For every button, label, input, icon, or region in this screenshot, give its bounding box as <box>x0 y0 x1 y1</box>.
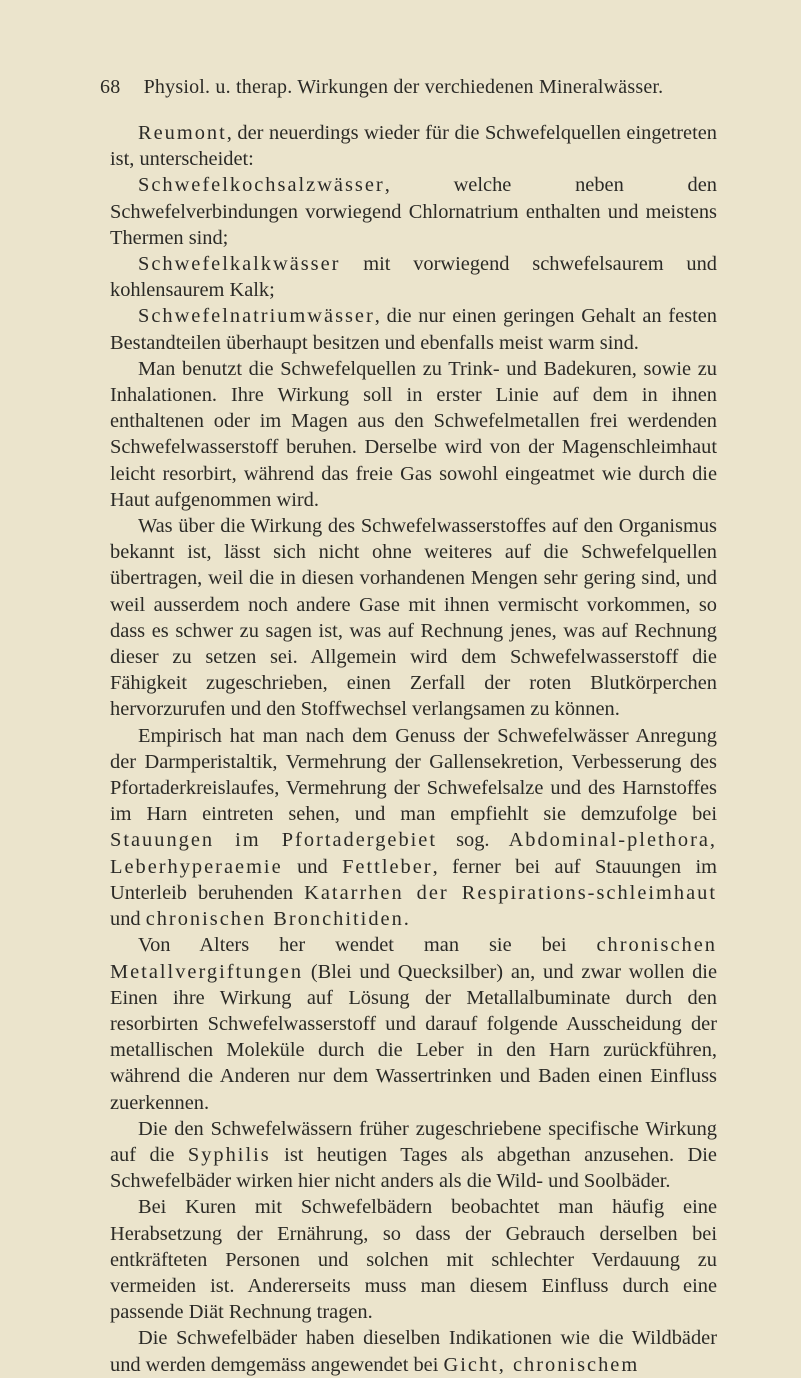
paragraph-text: , der neuerdings wieder für die Schwefelquellen eingetreten ist, unterscheidet: <box>110 122 717 171</box>
spaced-term: Katarrhen der Respirations-schleimhaut <box>304 881 717 904</box>
spaced-term: chronischen Bronchitiden <box>145 908 404 931</box>
paragraph <box>110 513 717 723</box>
spaced-term: Schwefelnatriumwässer <box>138 305 375 328</box>
paragraph-text: , welche neben den Schwefelverbindungen vorwiegend Chlornatrium enthalten und meistens Thermen sind; <box>110 174 717 249</box>
paragraph-text: und <box>110 908 146 931</box>
paragraph-text: mit vorwiegend schwefelsaurem und kohlensaurem Kalk; <box>110 253 717 302</box>
paragraph <box>110 723 717 933</box>
paragraph-text: Die Schwefelbäder haben dieselben Indikationen wie die Wildbäder und werden demgemäss angewendet bei <box>110 1327 717 1376</box>
paragraph-text: und <box>282 855 343 878</box>
spaced-term: Fettleber <box>342 855 433 878</box>
paragraph-text: Man benutzt die Schwefelquellen zu Trink- und Badekuren, sowie zu Inhalationen. Ihre Wirkung soll in erster Linie auf dem in ihnen enthaltenen oder im Magen aus den Schwefelmetallen frei werdenden Schwefelwasserstoff beruhen. Derselbe wird von der Magenschleimhaut leicht resorbirt, während das freie Gas sowohl eingeatmet wie durch die Haut aufgenommen wird. <box>110 357 717 511</box>
paragraph <box>110 1116 717 1195</box>
paragraph-text: Empirisch hat man nach dem Genuss der Schwefelwässer Anregung der Darmperistaltik, Vermehrung der Gallensekretion, Verbesserung des Pfortaderkreislaufes, Vermehrung der Schwefelsalze und des Harnstoffes im Harn eintreten sehen, und man empfiehlt sie demzufolge bei <box>110 724 717 826</box>
paragraph-text: Was über die Wirkung des Schwefelwasserstoffes auf den Organismus bekannt ist, lässt sich nicht ohne weiteres auf die Schwefelquellen übertragen, weil die in diesen vorhandenen Mengen sehr gering sind, und weil ausserdem noch andere Gase mit ihnen vermischt vorkommen, so dass es schwer zu sagen ist, was auf Rechnung jenes, was auf Rechnung dieser zu setzen sei. Allgemein wird dem Schwefelwasserstoff die Fähigkeit zugeschrieben, einen Zerfall der roten Blutkörperchen hervorzurufen und den Stoffwechsel verlangsamen zu können. <box>110 515 717 721</box>
spaced-term: Stauungen im Pfortadergebiet <box>110 829 438 852</box>
running-header <box>100 76 711 99</box>
page-number: 68 <box>100 76 121 98</box>
paragraph <box>110 251 717 303</box>
paragraph <box>110 356 717 513</box>
paragraph-text: Bei Kuren mit Schwefelbädern beobachtet man häufig eine Herabsetzung der Ernährung, so dass der Gebrauch derselben bei entkräfteten Personen und solchen mit schlechter Verdauung zu vermeiden ist. Andererseits muss man diesem Einfluss durch eine passende Diät Rechnung tragen. <box>110 1196 717 1324</box>
running-title: Physiol. u. therap. Wirkungen der verchiedenen Mineralwässer. <box>143 76 664 98</box>
paragraph <box>110 932 717 1115</box>
spaced-term: Syphilis <box>187 1143 271 1166</box>
paragraph <box>110 1194 717 1325</box>
paragraph-text: Die den Schwefelwässern früher zugeschriebene specifische Wirkung auf die <box>110 1117 717 1166</box>
spaced-term: Gicht, chronischem <box>443 1353 640 1376</box>
paragraph-text: Von Alters her wendet man sie bei <box>138 934 597 957</box>
paragraph-text: , ferner bei auf Stauungen im Unterleib beruhenden <box>110 855 718 904</box>
spaced-term: Reumont <box>138 122 227 144</box>
spaced-term: Abdominal-plethora, Leberhyperaemie <box>110 829 718 878</box>
spaced-term: Schwefelkochsalzwässer <box>138 174 385 197</box>
spaced-term: chronischen Metallvergiftungen <box>110 934 717 983</box>
paragraph <box>110 303 717 355</box>
paragraph <box>110 1325 717 1377</box>
body-text <box>110 120 717 1378</box>
paragraph-text: sog. <box>437 829 509 852</box>
paragraph <box>110 172 717 251</box>
paragraph-text: . <box>403 908 409 931</box>
paragraph-text: ist heutigen Tages als abgethan anzusehen. Die Schwefelbäder wirken hier nicht anders als die Wild- und Soolbäder. <box>110 1143 717 1193</box>
paragraph <box>110 120 717 172</box>
paragraph-text: , die nur einen geringen Gehalt an festen Bestandteilen überhaupt besitzen und ebenfalls meist warm sind. <box>110 305 717 354</box>
spaced-term: Schwefelkalkwässer <box>138 253 341 276</box>
paragraph-text: (Blei und Quecksilber) an, und zwar wollen die Einen ihre Wirkung auf Lösung der Metallalbuminate durch den resorbirten Schwefelwasserstoff und darauf folgende Ausscheidung der metallischen Moleküle durch die Leber in den Harn zurückführen, während die Anderen nur dem Wassertrinken und Baden einen Einfluss zuerkennen. <box>110 960 717 1114</box>
